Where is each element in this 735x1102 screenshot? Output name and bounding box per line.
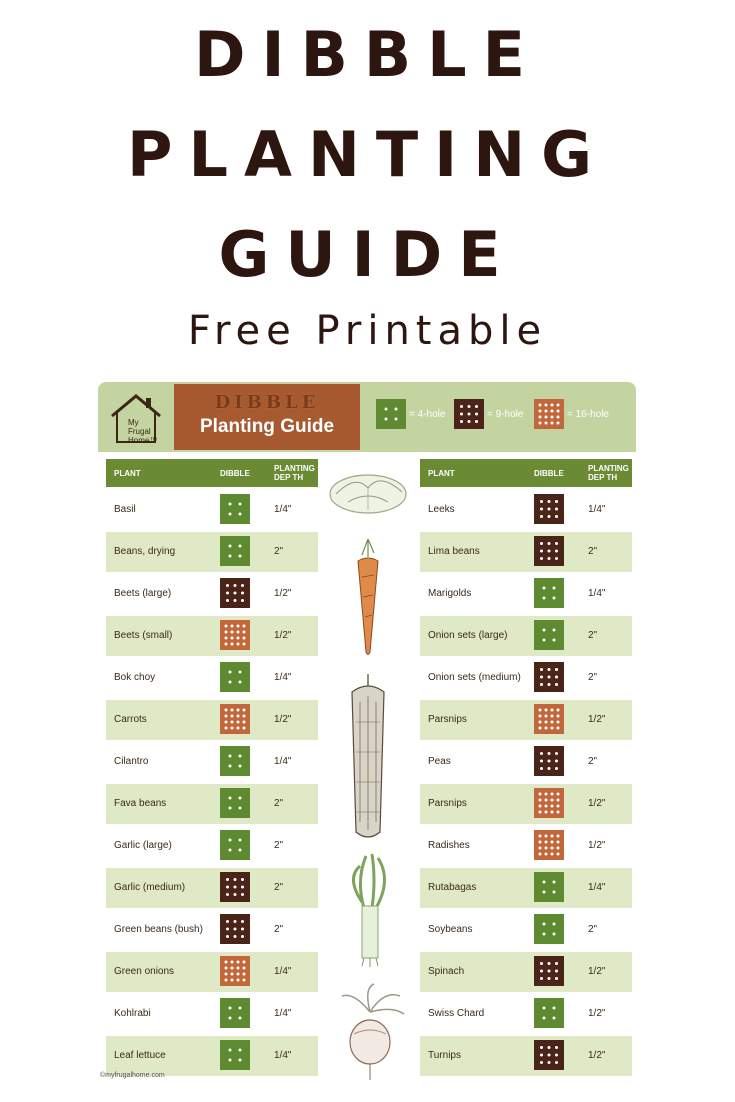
column-depth-header-line-1: PLANTING xyxy=(274,464,315,473)
dibble-4-hole-icon xyxy=(220,1040,250,1070)
planting-depth: 1/2" xyxy=(588,714,606,725)
planting-depth: 2" xyxy=(274,798,284,809)
dibble-4-hole-icon xyxy=(220,494,250,524)
dibble-16-hole-icon xyxy=(220,620,250,650)
table-row xyxy=(106,574,318,614)
dibble-9-hole-icon xyxy=(534,1040,564,1070)
table-row xyxy=(106,532,318,572)
dibble-9-hole-icon xyxy=(534,536,564,566)
plant-name: Leaf lettuce xyxy=(114,1050,166,1061)
cabbage-illustration xyxy=(326,466,410,516)
planting-depth: 1/4" xyxy=(274,672,292,683)
column-plant-header: PLANT xyxy=(114,469,141,478)
plant-name: Garlic (medium) xyxy=(114,882,186,893)
table-row xyxy=(106,784,318,824)
plant-name: Radishes xyxy=(428,840,470,851)
column-dibble-header: DIBBLE xyxy=(534,469,564,478)
planting-depth: 1/4" xyxy=(274,756,292,767)
table-row xyxy=(420,532,632,572)
plant-name: Rutabagas xyxy=(428,882,477,893)
logo-text-line-3: Home™ xyxy=(128,436,158,445)
dibble-4-hole-icon xyxy=(220,830,250,860)
planting-depth: 1/4" xyxy=(588,588,606,599)
page-title-line-3: GUIDE xyxy=(218,218,517,291)
planting-depth: 2" xyxy=(588,630,598,641)
plant-name: Parsnips xyxy=(428,798,467,809)
planting-depth: 2" xyxy=(588,756,598,767)
table-row xyxy=(106,490,318,530)
planting-depth: 2" xyxy=(274,840,284,851)
table-row xyxy=(420,490,632,530)
column-depth-header-line-2: DEP TH xyxy=(274,473,304,482)
dibble-9-hole-icon xyxy=(220,872,250,902)
plant-name: Cilantro xyxy=(114,756,149,767)
house-logo-icon xyxy=(108,390,164,446)
planting-depth: 2" xyxy=(588,924,598,935)
page-title-line-2: PLANTING xyxy=(127,118,608,191)
dibble-9-hole-icon xyxy=(220,914,250,944)
planting-depth: 1/4" xyxy=(274,1008,292,1019)
logo-text-line-1: My xyxy=(128,418,139,427)
legend-9-hole-label: = 9-hole xyxy=(487,409,524,420)
corn-illustration xyxy=(342,672,394,842)
table-row xyxy=(420,910,632,950)
dibble-16-hole-icon xyxy=(534,830,564,860)
column-depth-header-line-1: PLANTING xyxy=(588,464,629,473)
planting-depth: 1/4" xyxy=(588,504,606,515)
legend-4-hole-label: = 4-hole xyxy=(409,409,446,420)
planting-depth: 1/2" xyxy=(274,588,292,599)
planting-depth: 1/2" xyxy=(588,966,606,977)
table-row xyxy=(106,994,318,1034)
planting-depth: 1/2" xyxy=(588,1050,606,1061)
table-row xyxy=(420,1036,632,1076)
plant-name: Parsnips xyxy=(428,714,467,725)
planting-depth: 1/4" xyxy=(588,882,606,893)
column-plant-header: PLANT xyxy=(428,469,455,478)
table-row xyxy=(106,1036,318,1076)
dibble-9-hole-icon xyxy=(534,746,564,776)
table-row xyxy=(420,616,632,656)
dibble-9-hole-icon xyxy=(534,662,564,692)
dibble-4-hole-icon xyxy=(220,746,250,776)
page-title-line-1: DIBBLE xyxy=(194,18,541,91)
plant-name: Kohlrabi xyxy=(114,1008,151,1019)
logo-text-line-2: Frugal xyxy=(128,427,151,436)
legend-16-hole-label: = 16-hole xyxy=(567,409,609,420)
table-row xyxy=(420,742,632,782)
legend-16-hole-icon xyxy=(534,399,564,432)
turnip-illustration xyxy=(334,982,408,1082)
planting-depth: 2" xyxy=(588,546,598,557)
plant-name: Leeks xyxy=(428,504,455,515)
plant-name: Beans, drying xyxy=(114,546,176,557)
dibble-4-hole-icon xyxy=(534,914,564,944)
dibble-16-hole-icon xyxy=(220,956,250,986)
plant-name: Marigolds xyxy=(428,588,472,599)
planting-depth: 1/4" xyxy=(274,966,292,977)
right-table-header xyxy=(420,459,632,487)
card-header xyxy=(98,382,636,452)
planting-depth: 1/2" xyxy=(588,1008,606,1019)
plant-name: Basil xyxy=(114,504,136,515)
dibble-9-hole-icon xyxy=(534,956,564,986)
table-row xyxy=(420,574,632,614)
dibble-16-hole-icon xyxy=(534,788,564,818)
table-row xyxy=(420,868,632,908)
dibble-4-hole-icon xyxy=(220,536,250,566)
table-row xyxy=(106,658,318,698)
table-row xyxy=(420,826,632,866)
dibble-9-hole-icon xyxy=(534,494,564,524)
planting-depth: 2" xyxy=(274,924,284,935)
table-row xyxy=(420,952,632,992)
table-row xyxy=(420,784,632,824)
planting-depth: 1/4" xyxy=(274,1050,292,1061)
leek-illustration xyxy=(336,850,406,968)
plant-name: Swiss Chard xyxy=(428,1008,485,1019)
dibble-16-hole-icon xyxy=(220,704,250,734)
planting-depth: 1/2" xyxy=(588,840,606,851)
table-row xyxy=(106,826,318,866)
table-row xyxy=(106,868,318,908)
banner-dibble-text: DIBBLE xyxy=(214,392,320,413)
dibble-4-hole-icon xyxy=(534,998,564,1028)
dibble-9-hole-icon xyxy=(220,578,250,608)
table-row xyxy=(420,700,632,740)
legend-4-hole-icon xyxy=(376,399,406,432)
dibble-4-hole-icon xyxy=(220,788,250,818)
plant-name: Spinach xyxy=(428,966,465,977)
left-table-header xyxy=(106,459,318,487)
legend-9-hole-icon xyxy=(454,399,484,432)
plant-name: Green onions xyxy=(114,966,175,977)
planting-guide-card xyxy=(98,382,636,1082)
table-row xyxy=(420,658,632,698)
dibble-4-hole-icon xyxy=(220,662,250,692)
plant-name: Beets (small) xyxy=(114,630,173,641)
column-dibble-header: DIBBLE xyxy=(220,469,250,478)
column-depth-header-line-2: DEP TH xyxy=(588,473,618,482)
plant-name: Onion sets (large) xyxy=(428,630,508,641)
plant-name: Beets (large) xyxy=(114,588,172,599)
dibble-4-hole-icon xyxy=(534,620,564,650)
plant-name: Peas xyxy=(428,756,451,767)
table-row xyxy=(106,910,318,950)
table-row xyxy=(106,700,318,740)
page-subtitle: Free Printable xyxy=(187,308,548,354)
plant-name: Fava beans xyxy=(114,798,167,809)
banner-guide-text: Planting Guide xyxy=(199,416,335,437)
table-row xyxy=(106,742,318,782)
planting-depth: 1/4" xyxy=(274,504,292,515)
planting-depth: 1/2" xyxy=(588,798,606,809)
plant-name: Turnips xyxy=(428,1050,461,1061)
dibble-4-hole-icon xyxy=(534,872,564,902)
table-row xyxy=(106,952,318,992)
carrot-illustration xyxy=(348,537,388,657)
planting-depth: 1/2" xyxy=(274,630,292,641)
plant-name: Carrots xyxy=(114,714,147,725)
plant-name: Garlic (large) xyxy=(114,840,172,851)
dibble-4-hole-icon xyxy=(534,578,564,608)
table-row xyxy=(106,616,318,656)
guide-banner xyxy=(174,384,360,450)
plant-name: Bok choy xyxy=(114,672,156,683)
planting-depth: 2" xyxy=(274,882,284,893)
plant-name: Soybeans xyxy=(428,924,473,935)
dibble-16-hole-icon xyxy=(534,704,564,734)
dibble-4-hole-icon xyxy=(220,998,250,1028)
planting-depth: 2" xyxy=(588,672,598,683)
plant-name: Onion sets (medium) xyxy=(428,672,521,683)
footer-website: ©myfrugalhome.com xyxy=(100,1072,165,1079)
plant-name: Green beans (bush) xyxy=(114,924,203,935)
planting-depth: 2" xyxy=(274,546,284,557)
plant-name: Lima beans xyxy=(428,546,480,557)
planting-depth: 1/2" xyxy=(274,714,292,725)
table-row xyxy=(420,994,632,1034)
